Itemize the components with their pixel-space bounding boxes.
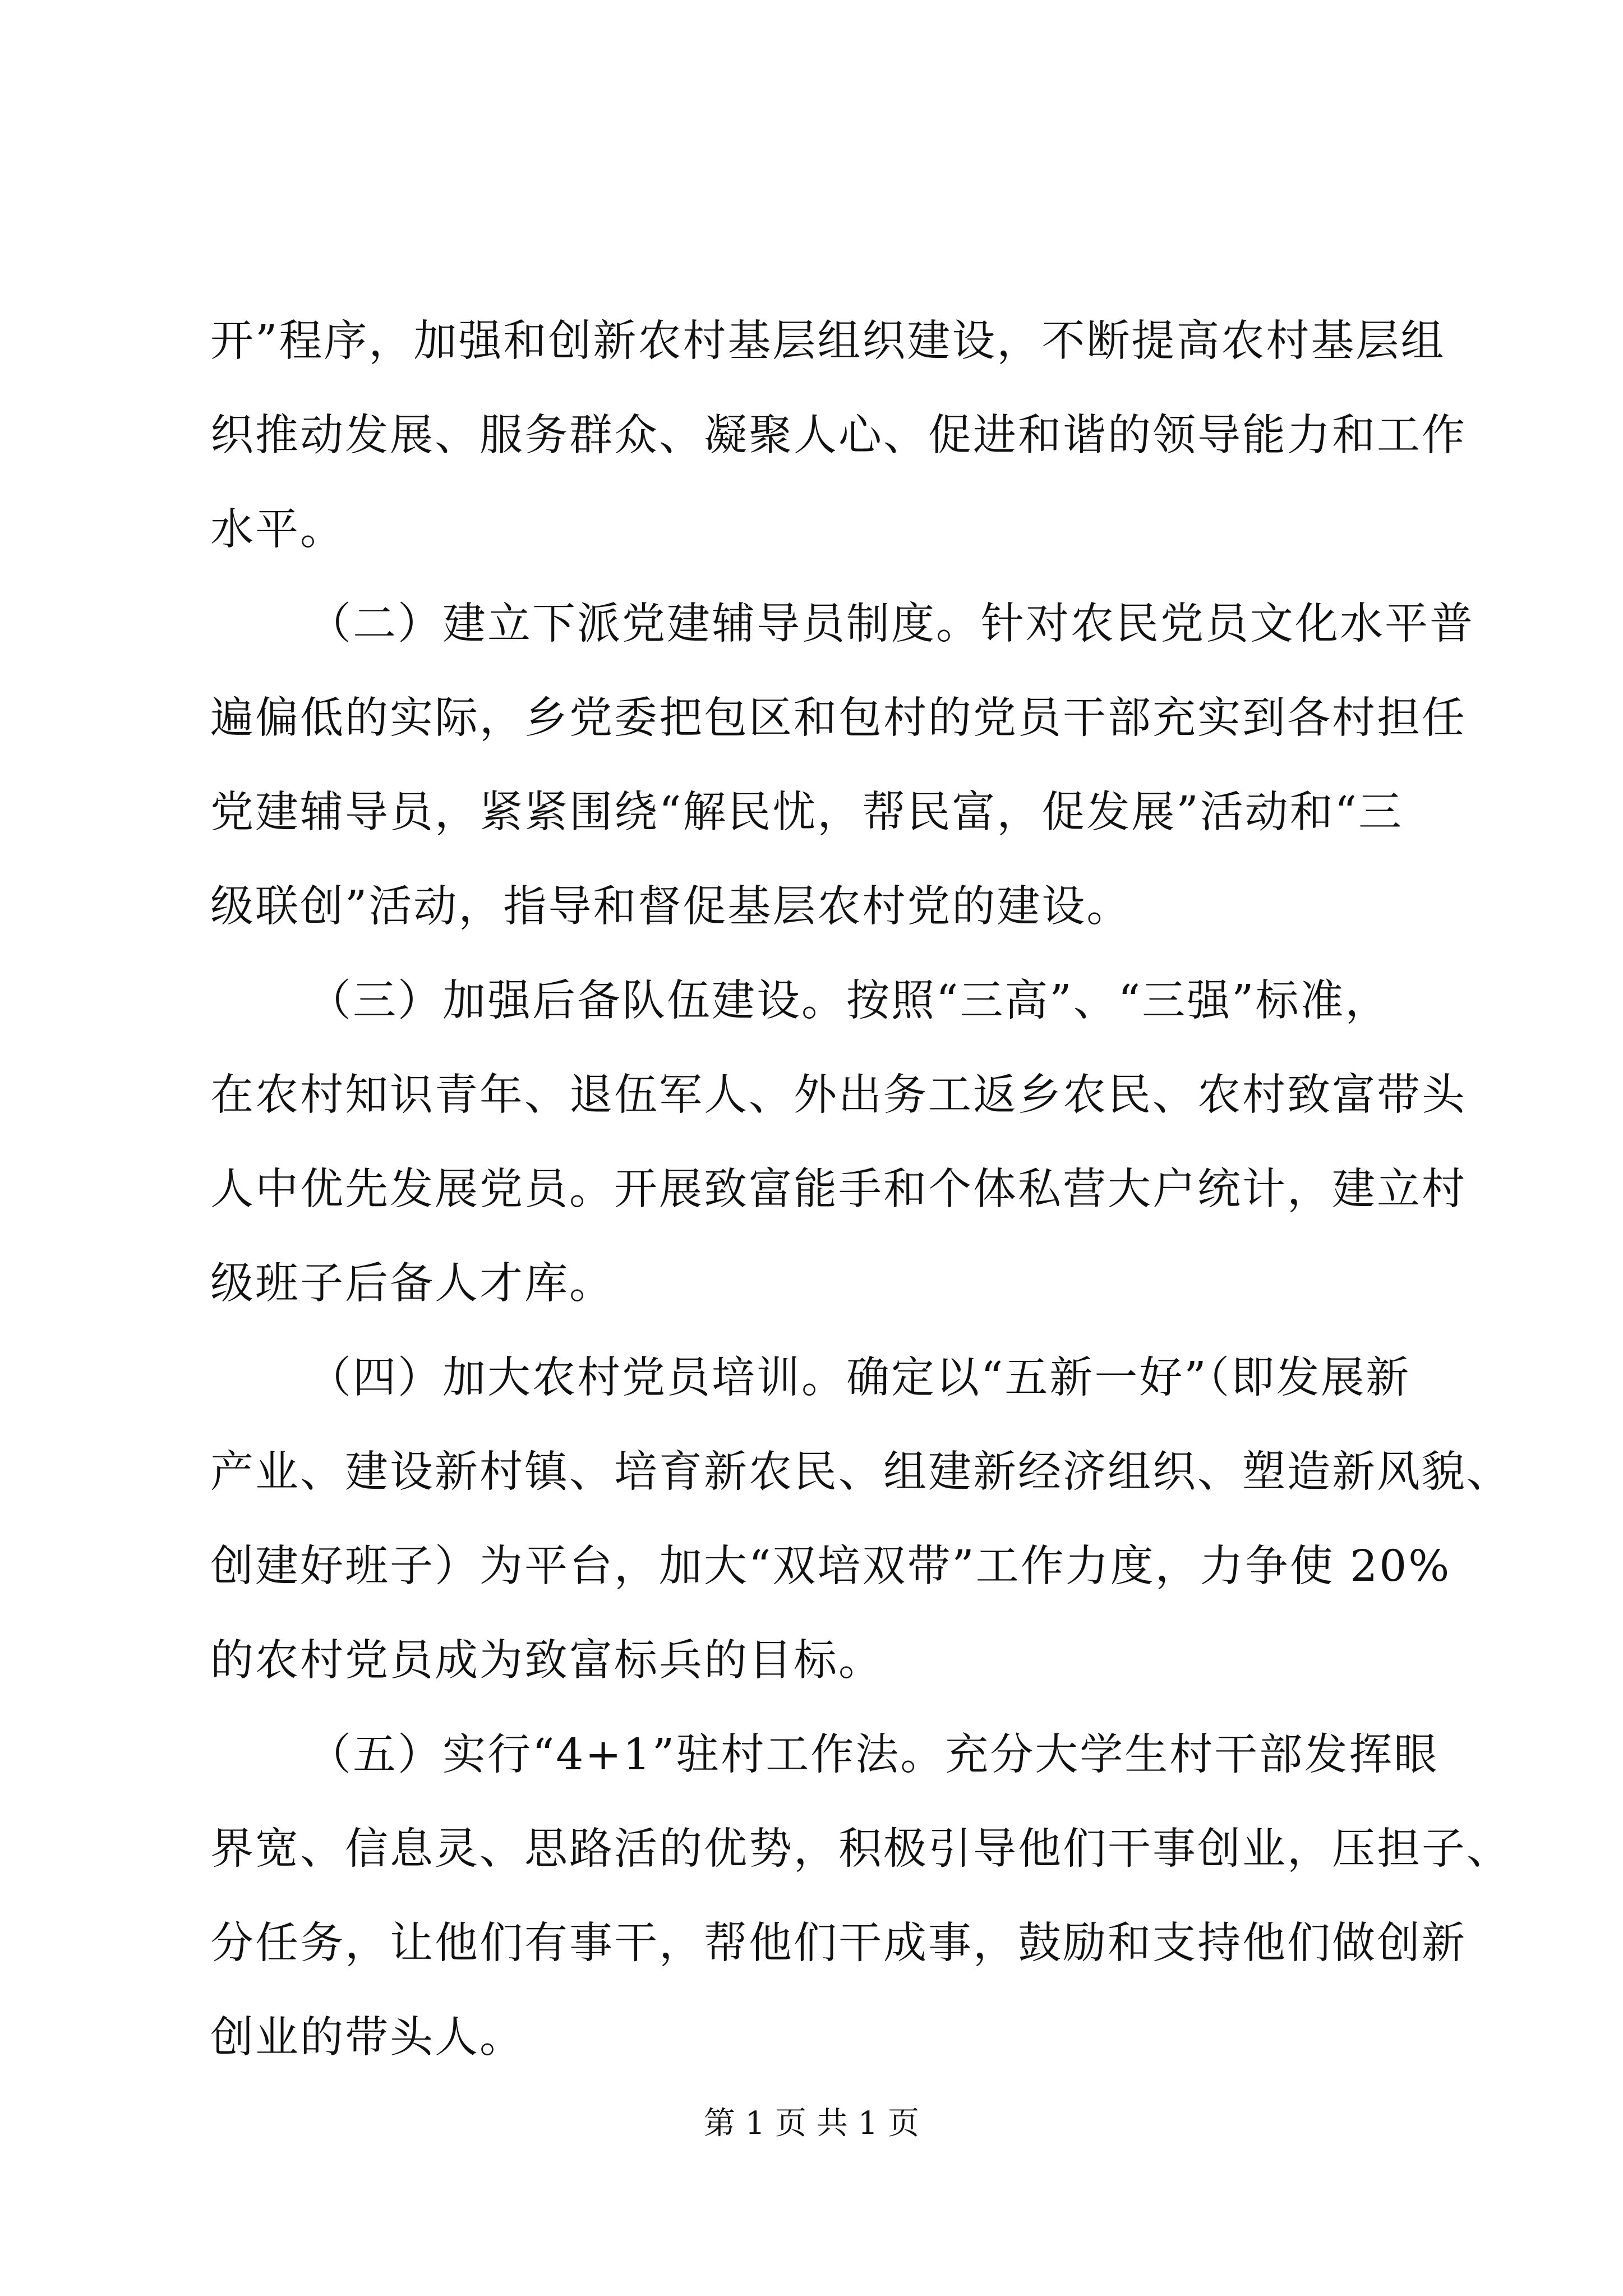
paragraph: [210, 1331, 1511, 1708]
text-line: 分任务，让他们有事干，帮他们干成事，鼓励和支持他们做创新: [210, 1918, 1467, 1968]
text-line: 级班子后备人才库。: [210, 1259, 614, 1309]
text-line: 创建好班子）为平台，加大“双培双带”工作力度，力争使 20%: [210, 1542, 1451, 1591]
text-line: 界宽、信息灵、思路活的优势，积极引导他们干事创业，压担子、: [210, 1824, 1511, 1874]
text-line: 开”程序，加强和创新农村基层组织建设，不断提高农村基层组: [210, 316, 1446, 366]
text-line: （四）加大农村党员培训。确定以“五新一好”（即发展新: [308, 1353, 1411, 1403]
text-line: （五）实行“4+1”驻村工作法。充分大学生村干部发挥眼: [308, 1730, 1439, 1780]
text-line: 党建辅导员，紧紧围绕“解民忧，帮民富，促发展”活动和“三: [210, 788, 1404, 838]
text-line: （三）加强后备队伍建设。按照“三高”、“三强”标准，: [308, 976, 1390, 1026]
document-body: [210, 295, 1511, 2085]
text-line: 级联创”活动，指导和督促基层农村党的建设。: [210, 882, 1132, 932]
paragraph: [210, 295, 1467, 577]
text-line: 创业的带头人。: [210, 2013, 524, 2063]
paragraph: [210, 577, 1474, 954]
text-line: 遍偏低的实际，乡党委把包区和包村的党员干部充实到各村担任: [210, 693, 1467, 743]
paragraph: [210, 954, 1467, 1331]
text-line: 产业、建设新村镇、培育新农民、组建新经济组织、塑造新风貌、: [210, 1447, 1511, 1497]
text-line: （二）建立下派党建辅导员制度。针对农民党员文化水平普: [308, 599, 1474, 649]
text-line: 人中优先发展党员。开展致富能手和个体私营大户统计，建立村: [210, 1165, 1467, 1214]
text-line: 水平。: [210, 505, 345, 555]
page-footer: 第 1 页 共 1 页: [703, 2105, 920, 2142]
text-line: 织推动发展、服务群众、凝聚人心、促进和谐的领导能力和工作: [210, 411, 1467, 461]
text-line: 在农村知识青年、退伍军人、外出务工返乡农民、农村致富带头: [210, 1070, 1467, 1120]
paragraph: [210, 1708, 1511, 2085]
text-line: 的农村党员成为致富标兵的目标。: [210, 1636, 883, 1686]
